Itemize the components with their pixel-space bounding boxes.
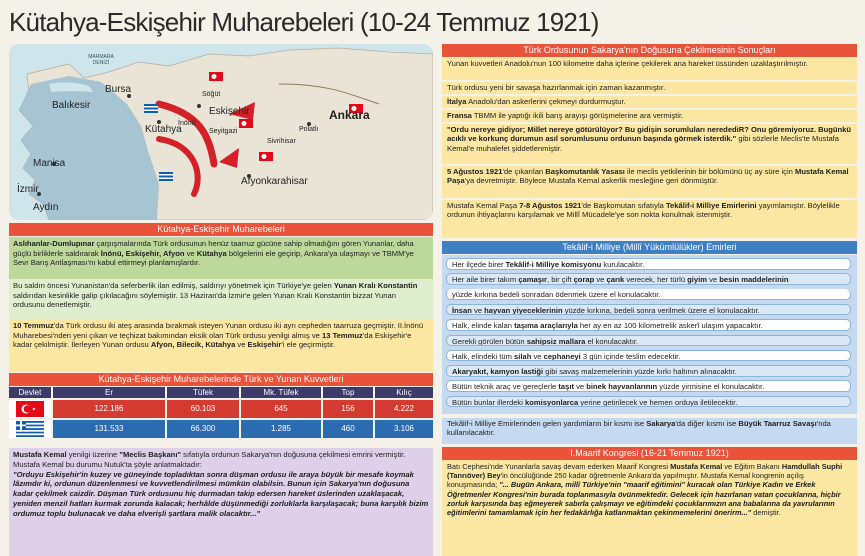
battle-map [9, 44, 433, 220]
city-bursa: Bursa [105, 84, 132, 95]
tekalif-item: Bütün bunlar illerdeki komisyonlarca yerine getirilecek ve hemen orduya iletilecektir. [446, 396, 851, 408]
turkey-flag [9, 400, 51, 418]
result-item: Yunan kuvvetleri Anadolu'nun 100 kilometre daha içlerine çekilerek ana hareket üssünden uzaklaştırılmıştır. [442, 58, 857, 80]
city-izmir: İzmir [17, 184, 39, 195]
table-cell: 645 [241, 400, 321, 418]
table-cell: 3.106 [375, 420, 433, 438]
city-sivrihisar: Sivrihisar [267, 138, 296, 145]
tekalif-item: Akaryakıt, kamyon lastiği gibi savaş malzemelerinin yüzde kırkı haltının alınacaktır. [446, 365, 851, 377]
table-cell: 122.186 [53, 400, 165, 418]
column-header-devlet: Devlet [9, 387, 51, 398]
city-inonu: İnönü [178, 120, 196, 127]
city-kutahya: Kütahya [145, 124, 182, 135]
paragraph-aslihanlar: Aslıhanlar-Dumlupınar çarpışmalarında Türk ordusunun henüz taarruz gücüne sahip olmadığını gören Yunanlar, daha güçlü birliklerle saldırarak İnönü, Eskişehir, Afyon ve Kütahya bölgelerini ele geçirip, Ankara'ya ulaşmayı ve TBMM'ye Sevr Barış Antlaşması'nı kabul ettirmeyi planlamışlardır. [9, 237, 433, 279]
tekalif-item: yüzde kırkına bedeli sonradan ödenmek üzere el konulacaktır. [446, 289, 851, 301]
city-ankara: Ankara [329, 108, 370, 122]
table-cell: 66.300 [167, 420, 239, 438]
tekalif-item: Bütün teknik araç ve gereçlerle taşıt ve binek hayvanlarının yüzde yirmisine el konulacaktır. [446, 380, 851, 392]
column-header-mk-tufek: Mk. Tüfek [241, 387, 321, 398]
greece-flag-marker [144, 104, 158, 113]
turkey-flag-marker [209, 72, 223, 81]
turkey-flag-marker [239, 119, 253, 128]
result-item: Fransa TBMM ile yaptığı ikili barış arayışı görüşmelerine ara vermiştir. [442, 110, 857, 122]
table-cell: 460 [323, 420, 373, 438]
turkey-flag-marker [259, 152, 273, 161]
paragraph-nutuk-quote: Mustafa Kemal yenilgi üzerine "Meclis Başkanı" sıfatıyla ordunun Sakarya'nın doğusuna çekilmesi emrini vermiştir. Mustafa Kemal bu durumu Nutuk'ta şöyle anlatmaktadır: "Orduyu Eskişehir'in kuzey ve güneyinde topladıktan sonra düşman ordusu ile araya büyük bir mesafe koymak lâzımdır ki, ordunun düzenlenmesi ve kuvvetlendirilmesi mümkün olabilsin. Bunun için Sakarya'nın doğusuna kadar çekilmek caizdir. Düşman Türk ordusunu hiç durmadan takip edersen hareket üslerinden uzaklaşacak, yeniden menzil hatları kurmak zorunda kalacak; herhâlde düşünmediği zorluklarla karşılaşacak; buna karşılık bizim ordumuz toplu bulunacak ve daha elverişli şartlara malik olacaktır..." [9, 448, 433, 556]
column-header-tufek: Tüfek [167, 387, 239, 398]
maarif-paragraph: Batı Cephesi'nde Yunanlarla savaş devam ederken Maarif Kongresi Mustafa Kemal ve Eğitim Bakanı Hamdullah Suphi (Tanrıöver) Bey'in öncülüğünde 250 kadar öğretmenle Ankara'da yapılmıştır. Mustafa Kemal kongrenin açılış konuşmasında; "... Bugün Ankara, millî Türkiye'nin "maarif eğitimini" kuracak olan Türkiye Kadın ve Erkek Öğretmenler Kongresi'nin burada toplanmasıyla övünmektedir. Gelecek için hazırlanan vatan çocuklarına, hiçbir zorluk karşısında baş eğmeyerek sabırla çalışmayı ve eğitimdeki çocuklarımızın ana babalarına da yavrularının eğitimlerini tamamlamak için her fedakârlığa katlanmaktan çekinmemelerini önerirm..." demiştir. [442, 460, 857, 556]
city-balikesir: Balıkesir [52, 100, 91, 111]
column-header-kilic: Kılıç [375, 387, 433, 398]
table-cell: 1.285 [241, 420, 321, 438]
result-item: "Ordu nereye gidiyor; Millet nereye götürülüyor? Bu gidişin sorumluları neredediR? Onu göremiyoruz. Bugünkü acıklı ve korkunç durumun asıl sorumlusunu ordunun başında görmek isterdik." gibi sözlerle Meclis'te Mustafa Kemal'e muhalefet şiddetlenmiştir. [442, 124, 857, 164]
city-afyonkarahisar: Afyonkarahisar [241, 176, 308, 187]
tekalif-item: Her ilçede birer Tekâlif-i Milliye komisyonu kurulacaktır. [446, 258, 851, 270]
table-cell: 60.103 [167, 400, 239, 418]
result-item: İtalya Anadolu'dan askerlerini çekmeyi durdurmuştur. [442, 96, 857, 108]
city-sogut: Söğüt [202, 91, 221, 98]
tekalif-item: Halk, elindeki tüm silah ve cephaneyi 3 gün içinde teslim edecektir. [446, 350, 851, 362]
tekalif-item: Her aile birer takım çamaşır, bir çift çorap ve çarık verecek, her türlü giyim ve besin maddelerinin [446, 273, 851, 285]
tekalif-item: İnsan ve hayvan yiyeceklerinin yüzde kırkına, bedeli sonra verilmek üzere el konulacaktır. [446, 304, 851, 316]
table-cell: 4.222 [375, 400, 433, 418]
city-manisa: Manisa [33, 158, 66, 169]
battle-section-header: Kütahya-Eskişehir Muharebeleri [9, 223, 433, 236]
city-aydin: Aydın [33, 202, 59, 213]
city-polatli: Polatlı [299, 126, 319, 133]
column-header-top: Top [323, 387, 373, 398]
page-title: Kütahya-Eskişehir Muharebeleri (10-24 Temmuz 1921) [9, 7, 599, 37]
maarif-section-header: I.Maarif Kongresi (16-21 Temmuz 1921) [442, 447, 857, 460]
tekalif-section-header: Tekâlif-i Milliye (Millî Yükümlülükler) Emirleri [442, 241, 857, 254]
city-eskisehir: Eskişehir [209, 106, 250, 117]
city-seyitgazi: Seyitgazi [209, 128, 238, 135]
result-item: Mustafa Kemal Paşa 7-8 Ağustos 1921'de Başkomutan sıfatıyla Tekâlif-i Milliye Emirlerini yayımlamıştır. Böylelikle ordunun ihtiyaçlarını karşılamak ve Millî Mücadele'ye son nokta konulmak istenmiştir. [442, 200, 857, 238]
tekalif-note: Tekâlif-i Milliye Emirlerinden gelen yardımların bir kısmı ise Sakarya'da diğer kısmı ise Büyük Taarruz Savaşı'nda kullanılacaktır. [442, 418, 857, 444]
column-header-er: Er [53, 387, 165, 398]
paragraph-july-10: 10 Temmuz'da Türk ordusu iki ateş arasında bırakmak isteyen Yunan ordusu iki ayrı cepheden taarruza geçmiştir. II.İnönü Muharebesi'nden yeni çıkan ve teçhizat bakımından eksik olan Türk ordusu yenilgi almış ve 13 Temmuz'da Eskişehir'e kadar çekilmiştir. İlerleyen Yunan ordusu Afyon, Bilecik, Kütahya ve Eskişehir'i ele geçirmiştir. [9, 319, 433, 372]
paragraph-konstantin: Bu saldırı öncesi Yunanistan'da seferberlik ilan edilmiş, saldırıyı yönetmek için Türkiye'ye gelen Yunan Kralı Konstantin saldırıdan kesinlikle galip çıkılacağını söylemiştir. 13 Haziran'da İzmir'e gelen Yunan Kralı Konstantin bizzat Yunan ordusunu denetlemiştir. [9, 279, 433, 319]
result-item: 5 Ağustos 1921'de çıkarılan Başkomutanlık Yasası ile meclis yetkilerinin bir bölümünü üç ay süre için Mustafa Kemal Paşa'ya devretmiştir. Böylece Mustafa Kemal askerlik mesleğine geri dönmüştür. [442, 166, 857, 198]
tekalif-item: Gerekli görülen bütün sahipsiz mallara el konulacaktır. [446, 335, 851, 347]
forces-table-header: Kütahya-Eskişehir Muharebelerinde Türk ve Yunan Kuvvetleri [9, 373, 433, 386]
table-cell: 131.533 [53, 420, 165, 438]
result-item: Türk ordusu yeni bir savaşa hazırlanmak için zaman kazanmıştır. [442, 82, 857, 94]
sea-label: MARMARA DENİZİ [88, 54, 114, 66]
greece-flag-marker [159, 172, 173, 181]
results-section-header: Türk Ordusunun Sakarya'nın Doğusuna Çekilmesinin Sonuçları [442, 44, 857, 57]
table-cell: 156 [323, 400, 373, 418]
greece-flag [9, 420, 51, 438]
tekalif-item: Halk, elinde kalan taşıma araçlarıyla her ay en az 100 kilometrelik askerî ulaşım yapacaktır. [446, 319, 851, 331]
